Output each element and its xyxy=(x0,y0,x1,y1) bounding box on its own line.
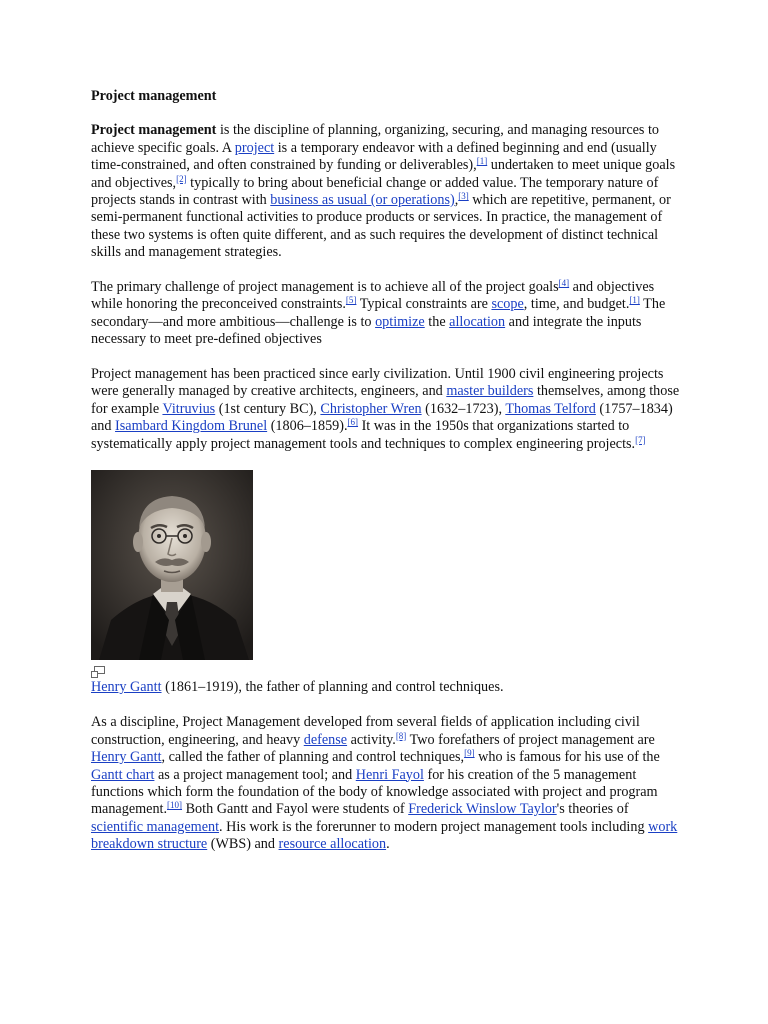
ref-6 xyxy=(348,417,359,427)
link-scientific-management[interactable]: scientific management xyxy=(91,818,220,835)
bold-term: Project management xyxy=(91,122,217,139)
figure-caption xyxy=(91,679,683,696)
ref-2 xyxy=(176,174,187,184)
text: , called the father of planning and control techniques, xyxy=(161,749,465,766)
text: Typical constraints are xyxy=(356,296,492,313)
ref-link-3[interactable]: [3] xyxy=(458,191,469,202)
link-business-as-usual[interactable]: business as usual (or operations) xyxy=(270,192,455,209)
text: It was in the 1950s that organizations started to systematically apply project management tools and techniques to complex engineering projects. xyxy=(91,418,636,452)
ref-8 xyxy=(396,731,407,741)
text: (1806–1859). xyxy=(267,418,348,435)
paragraph-challenge xyxy=(91,279,683,349)
ref-link-1b[interactable]: [1] xyxy=(629,295,640,306)
text: Project management has been practiced since early civilization. Until 1900 civil engineering projects were generally managed by creative architects, engineers, and xyxy=(91,366,664,400)
text: The secondary—and more ambitious—challenge is to xyxy=(91,296,666,330)
text: as a project management tool; and xyxy=(154,766,356,783)
text: . xyxy=(386,836,390,853)
text: (WBS) and xyxy=(207,836,279,853)
ref-9 xyxy=(464,748,475,758)
text: undertaken to meet unique goals and objectives, xyxy=(91,157,676,191)
text: (1757–1834) and xyxy=(91,400,673,435)
link-master-builders[interactable]: master builders xyxy=(446,383,534,400)
text: (1861–1919), the father of planning and control techniques. xyxy=(161,679,504,696)
text: who is famous for his use of the xyxy=(474,749,660,766)
text: . His work is the forerunner to modern project management tools including xyxy=(219,818,649,835)
text: typically to bring about beneficial change or added value. The temporary nature of projects stands in contrast with xyxy=(91,174,659,209)
ref-4 xyxy=(559,278,570,288)
link-henry-gantt-caption[interactable]: Henry Gantt xyxy=(91,679,162,696)
text: , time, and budget. xyxy=(523,296,630,313)
ref-1 xyxy=(477,156,488,166)
ref-link-8[interactable]: [8] xyxy=(395,730,407,741)
figure-henry-gantt xyxy=(91,470,683,696)
link-scope[interactable]: scope xyxy=(491,296,524,313)
text: (1st century BC), xyxy=(215,400,321,417)
text: Both Gantt and Fayol were students of xyxy=(182,801,409,818)
paragraph-definition xyxy=(91,122,683,261)
link-christopher-wren[interactable]: Christopher Wren xyxy=(320,400,422,417)
enlarge-icon[interactable] xyxy=(91,666,105,678)
ref-1b xyxy=(629,295,640,305)
portrait-image[interactable] xyxy=(91,470,253,660)
ref-link-1[interactable]: [1] xyxy=(476,156,488,167)
ref-link-6[interactable]: [6] xyxy=(347,417,359,428)
ref-link-10[interactable]: [10] xyxy=(167,800,183,811)
ref-7 xyxy=(635,435,646,445)
text: themselves, among those for example xyxy=(91,383,680,417)
ref-link-9[interactable]: [9] xyxy=(464,748,475,759)
text: for his creation of the 5 management functions which form the foundation of the body of knowledge associated with project and program management. xyxy=(91,766,658,818)
ref-5 xyxy=(346,295,357,305)
page-title: Project management xyxy=(91,88,217,104)
text: (1632–1723), xyxy=(421,400,506,417)
link-defense[interactable]: defense xyxy=(303,731,348,748)
link-henri-fayol[interactable]: Henri Fayol xyxy=(355,766,424,783)
link-gantt-chart[interactable]: Gantt chart xyxy=(91,766,155,783)
link-optimize[interactable]: optimize xyxy=(375,313,425,330)
ref-link-7[interactable]: [7] xyxy=(635,434,646,445)
link-resource-allocation[interactable]: resource allocation xyxy=(278,836,387,853)
text: 's theories of xyxy=(556,801,629,818)
text: is the discipline of planning, organizing, securing, and managing resources to achieve specific goals. A xyxy=(91,122,660,156)
text: and objectives while honoring the preconceived constraints. xyxy=(91,279,655,313)
ref-link-2[interactable]: [2] xyxy=(176,173,187,184)
text: Two forefathers of project management are xyxy=(406,731,655,748)
text: As a discipline, Project Management developed from several fields of application including civil construction, engineering, and heavy xyxy=(91,714,640,748)
text: The primary challenge of project management is to achieve all of the project goals xyxy=(91,279,559,296)
link-henry-gantt[interactable]: Henry Gantt xyxy=(91,749,162,766)
link-thomas-telford[interactable]: Thomas Telford xyxy=(505,400,596,417)
link-allocation[interactable]: allocation xyxy=(449,313,506,330)
text: and integrate the inputs necessary to meet pre-defined objectives xyxy=(91,313,642,348)
paragraph-history xyxy=(91,366,683,453)
text: which are repetitive, permanent, or semi-permanent functional activities to produce products or services. In practice, the management of these two systems is often quite different, and as such requires the development of distinct technical skills and management strategies. xyxy=(91,192,671,261)
link-work-breakdown-structure[interactable]: work breakdown structure xyxy=(91,818,678,853)
paragraph-discipline xyxy=(91,714,683,853)
text: , xyxy=(454,192,459,209)
ref-link-5[interactable]: [5] xyxy=(345,295,357,306)
text: is a temporary endeavor with a defined beginning and end (usually time-constrained, and often constrained by funding or deliverables), xyxy=(91,139,657,174)
text: the xyxy=(424,313,450,330)
ref-3 xyxy=(458,191,469,201)
link-isambard-kingdom-brunel[interactable]: Isambard Kingdom Brunel xyxy=(115,418,268,435)
link-vitruvius[interactable]: Vitruvius xyxy=(162,400,216,417)
ref-10 xyxy=(167,800,182,810)
link-frederick-winslow-taylor[interactable]: Frederick Winslow Taylor xyxy=(408,801,557,818)
portrait-drawing xyxy=(91,470,253,660)
text: activity. xyxy=(347,731,396,748)
link-project[interactable]: project xyxy=(234,139,275,156)
document-page xyxy=(91,88,683,871)
ref-link-4[interactable]: [4] xyxy=(558,278,570,289)
